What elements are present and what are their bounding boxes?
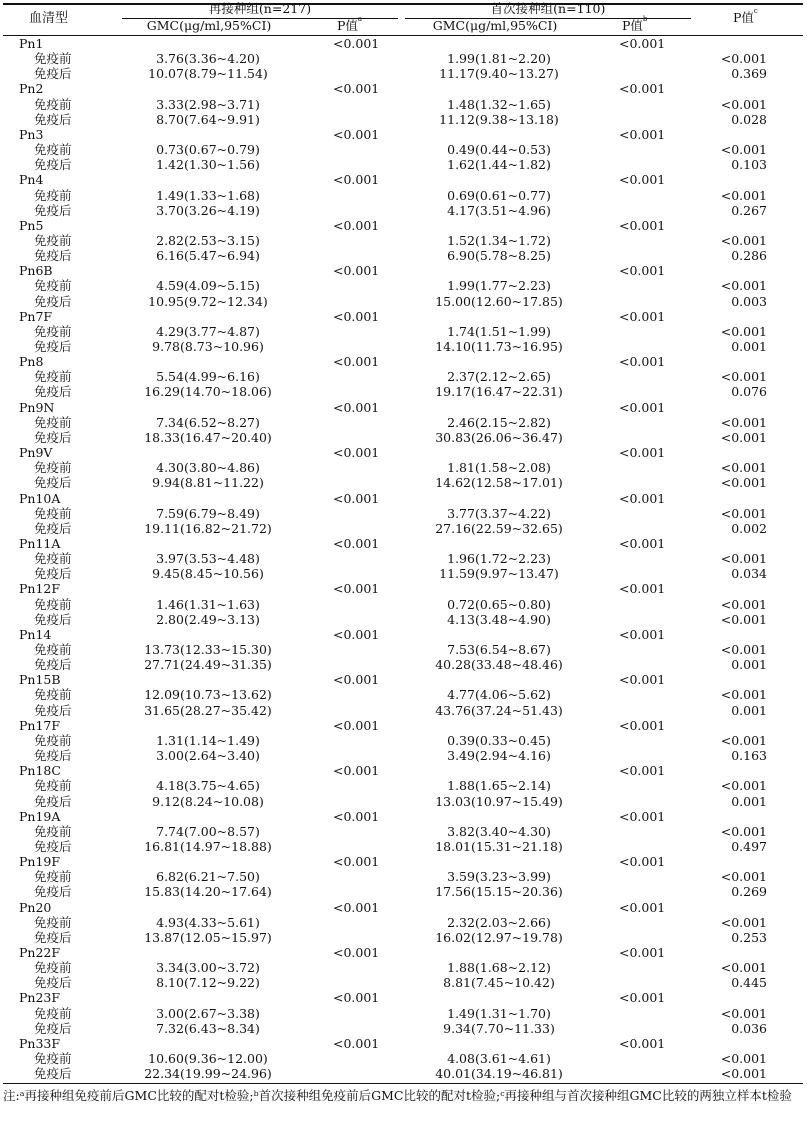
p-value-between-post: 0.036 [731, 1020, 767, 1036]
p-value-group2: <0.001 [619, 126, 666, 142]
p-value-group1: <0.001 [333, 808, 380, 824]
gmc-group1-post: 3.00(2.64~3.40) [156, 748, 260, 764]
gmc-group1-pre: 10.60(9.36~12.00) [148, 1051, 268, 1067]
gmc-group1-pre: 5.54(4.99~6.16) [156, 369, 260, 385]
gmc-group2-pre: 1.52(1.34~1.72) [447, 232, 551, 248]
p-value-between-pre: <0.001 [720, 460, 767, 476]
top-rule [3, 3, 803, 5]
gmc-group2-pre: 1.81(1.58~2.08) [447, 460, 551, 476]
serotype-label: Pn12F [19, 581, 61, 597]
p-value-group2: <0.001 [619, 672, 666, 688]
p-value-between-post: <0.001 [720, 475, 767, 491]
gmc-group2-pre: 2.37(2.12~2.65) [447, 369, 551, 385]
p-value-group2: <0.001 [619, 81, 666, 97]
gmc-group2-post: 13.03(10.97~15.49) [435, 793, 563, 809]
p-value-group2: <0.001 [619, 490, 666, 506]
p-value-group1: <0.001 [333, 535, 380, 551]
p-value-group1: <0.001 [333, 990, 380, 1006]
gmc-group1-post: 6.16(5.47~6.94) [156, 248, 260, 264]
p-value-between-pre: <0.001 [720, 687, 767, 703]
p-value-group1: <0.001 [333, 172, 380, 188]
bottom-rule [3, 1083, 803, 1084]
timepoint-label: 免疫前 [34, 823, 72, 839]
gmc-group2-pre: 1.99(1.81~2.20) [447, 51, 551, 67]
gmc-group1-post: 18.33(16.47~20.40) [144, 429, 272, 445]
gmc-group2-post: 11.12(9.38~13.18) [439, 111, 559, 127]
gmc-group1-pre: 1.31(1.14~1.49) [156, 732, 260, 748]
gmc-group2-post: 40.01(34.19~46.81) [435, 1066, 563, 1082]
p-value-between-post: 0.267 [731, 202, 767, 218]
p-value-group1: <0.001 [333, 899, 380, 915]
gmc-group2-pre: 1.88(1.68~2.12) [447, 960, 551, 976]
serotype-label: Pn4 [19, 172, 44, 188]
p-value-group1: <0.001 [333, 126, 380, 142]
p-value-group1: <0.001 [333, 717, 380, 733]
gmc-group2-pre: 3.82(3.40~4.30) [447, 823, 551, 839]
p-value-group1: <0.001 [333, 217, 380, 233]
timepoint-label: 免疫前 [34, 323, 72, 339]
p-value-group1: <0.001 [333, 490, 380, 506]
timepoint-label: 免疫后 [34, 66, 72, 82]
p-value-between-pre: <0.001 [720, 914, 767, 930]
gmc-group1-post: 7.32(6.43~8.34) [156, 1020, 260, 1036]
timepoint-label: 免疫后 [34, 793, 72, 809]
serotype-label: Pn14 [19, 626, 52, 642]
timepoint-label: 免疫前 [34, 51, 72, 67]
p-value-between-pre: <0.001 [720, 142, 767, 158]
header-gmc-group2: GMC(μg/ml,95%CI) [432, 18, 558, 33]
serotype-label: Pn8 [19, 354, 44, 370]
p-value-between-pre: <0.001 [720, 732, 767, 748]
gmc-group1-pre: 3.76(3.36~4.20) [156, 51, 260, 67]
p-value-group1: <0.001 [333, 36, 380, 51]
gmc-group1-pre: 13.73(12.33~15.30) [144, 642, 272, 657]
gmc-group2-post: 18.01(15.31~21.18) [435, 838, 563, 854]
p-value-group2: <0.001 [619, 581, 666, 597]
gmc-group1-post: 19.11(16.82~21.72) [144, 520, 272, 536]
timepoint-label: 免疫前 [34, 869, 72, 885]
header-p-group1: P值$^a$ [337, 14, 363, 33]
timepoint-label: 免疫前 [34, 414, 72, 430]
gmc-group2-post: 4.17(3.51~4.96) [447, 202, 551, 218]
p-value-between-post: 0.497 [731, 838, 767, 854]
gmc-group2-post: 40.28(33.48~48.46) [435, 657, 563, 673]
gmc-group1-pre: 2.82(2.53~3.15) [156, 232, 260, 248]
p-value-group1: <0.001 [333, 581, 380, 597]
timepoint-label: 免疫前 [34, 960, 72, 976]
gmc-group2-post: 30.83(26.06~36.47) [435, 429, 563, 445]
gmc-group2-pre: 3.77(3.37~4.22) [447, 505, 551, 521]
p-value-between-post: 0.253 [731, 929, 767, 945]
gmc-group2-post: 15.00(12.60~17.85) [435, 293, 563, 309]
gmc-group2-post: 14.10(11.73~16.95) [435, 339, 563, 354]
gmc-group1-post: 1.42(1.30~1.56) [156, 157, 260, 173]
gmc-group1-post: 9.78(8.73~10.96) [152, 339, 264, 354]
timepoint-label: 免疫后 [34, 611, 72, 627]
p-value-group1: <0.001 [333, 763, 380, 779]
timepoint-label: 免疫前 [34, 551, 72, 567]
p-value-group1: <0.001 [333, 854, 380, 870]
p-value-group1: <0.001 [333, 399, 380, 415]
timepoint-label: 免疫后 [34, 702, 72, 718]
p-value-group2: <0.001 [619, 990, 666, 1006]
serotype-label: Pn17F [19, 717, 61, 733]
timepoint-label: 免疫后 [34, 520, 72, 536]
timepoint-label: 免疫前 [34, 732, 72, 748]
gmc-group2-pre: 1.49(1.31~1.70) [447, 1005, 551, 1021]
timepoint-label: 免疫前 [34, 505, 72, 521]
gmc-group1-pre: 1.49(1.33~1.68) [156, 187, 260, 203]
p-value-between-pre: <0.001 [720, 1051, 767, 1067]
p-value-group2: <0.001 [619, 899, 666, 915]
gmc-group2-pre: 1.88(1.65~2.14) [447, 778, 551, 794]
timepoint-label: 免疫后 [34, 884, 72, 900]
gmc-group2-post: 1.62(1.44~1.82) [447, 157, 551, 173]
gmc-group2-post: 8.81(7.45~10.42) [443, 975, 555, 991]
serotype-label: Pn15B [19, 672, 61, 688]
timepoint-label: 免疫前 [34, 460, 72, 476]
p-value-group2: <0.001 [619, 763, 666, 779]
timepoint-label: 免疫后 [34, 657, 72, 673]
p-value-group1: <0.001 [333, 1035, 380, 1051]
gmc-group1-pre: 4.93(4.33~5.61) [156, 914, 260, 930]
timepoint-label: 免疫前 [34, 687, 72, 703]
p-value-between-pre: <0.001 [720, 51, 767, 67]
gmc-group2-pre: 0.72(0.65~0.80) [447, 596, 551, 612]
p-value-group1: <0.001 [333, 626, 380, 642]
gmc-group1-post: 8.10(7.12~9.22) [156, 975, 260, 991]
timepoint-label: 免疫后 [34, 111, 72, 127]
timepoint-label: 免疫前 [34, 778, 72, 794]
p-value-between-post: 0.001 [731, 657, 767, 673]
gmc-group1-post: 16.29(14.70~18.06) [144, 384, 272, 400]
gmc-group2-post: 16.02(12.97~19.78) [435, 929, 563, 945]
gmc-group1-pre: 3.33(2.98~3.71) [156, 96, 260, 112]
serotype-label: Pn23F [19, 990, 61, 1006]
serotype-label: Pn20 [19, 899, 52, 915]
p-value-group1: <0.001 [333, 263, 380, 279]
p-value-between-pre: <0.001 [720, 96, 767, 112]
serotype-label: Pn19F [19, 854, 61, 870]
gmc-group1-pre: 4.29(3.77~4.87) [156, 323, 260, 339]
timepoint-label: 免疫后 [34, 475, 72, 491]
gmc-group1-pre: 3.97(3.53~4.48) [156, 551, 260, 567]
p-value-group2: <0.001 [619, 399, 666, 415]
gmc-group2-pre: 2.46(2.15~2.82) [447, 414, 551, 430]
p-value-group2: <0.001 [619, 626, 666, 642]
timepoint-label: 免疫后 [34, 748, 72, 764]
table-footnote: 注:ᵃ再接种组免疫前后GMC比较的配对t检验;ᵇ首次接种组免疫前后GMC比较的配对t检验;ᶜ再接种组与首次接种组GMC比较的两独立样本t检验 [3, 1088, 792, 1103]
p-value-group2: <0.001 [619, 36, 666, 51]
p-value-between-post: 0.001 [731, 702, 767, 718]
p-value-between-pre: <0.001 [720, 596, 767, 612]
timepoint-label: 免疫前 [34, 642, 72, 657]
p-value-between-pre: <0.001 [720, 187, 767, 203]
p-value-group2: <0.001 [619, 535, 666, 551]
gmc-group1-pre: 7.59(6.79~8.49) [156, 505, 260, 521]
gmc-group1-pre: 4.59(4.09~5.15) [156, 278, 260, 294]
header-rule [3, 35, 803, 36]
gmc-group2-post: 11.59(9.97~13.47) [439, 566, 559, 582]
gmc-group2-pre: 1.74(1.51~1.99) [447, 323, 551, 339]
gmc-group2-pre: 0.49(0.44~0.53) [447, 142, 551, 158]
gmc-group2-pre: 4.77(4.06~5.62) [447, 687, 551, 703]
serotype-label: Pn2 [19, 81, 44, 97]
gmc-group2-pre: 2.32(2.03~2.66) [447, 914, 551, 930]
p-value-between-pre: <0.001 [720, 323, 767, 339]
p-value-between-post: 0.445 [731, 975, 767, 991]
p-value-between-post: 0.034 [731, 566, 767, 582]
serotype-label: Pn9N [19, 399, 55, 415]
p-value-group1: <0.001 [333, 445, 380, 461]
timepoint-label: 免疫前 [34, 1051, 72, 1067]
gmc-group2-pre: 7.53(6.54~8.67) [447, 642, 551, 657]
p-value-between-pre: <0.001 [720, 1005, 767, 1021]
gmc-group2-post: 9.34(7.70~11.33) [443, 1020, 555, 1036]
serotype-label: Pn10A [19, 490, 61, 506]
gmc-group1-post: 13.87(12.05~15.97) [144, 929, 272, 945]
gmc-group1-pre: 3.00(2.67~3.38) [156, 1005, 260, 1021]
serotype-label: Pn9V [19, 445, 53, 461]
timepoint-label: 免疫后 [34, 429, 72, 445]
timepoint-label: 免疫前 [34, 96, 72, 112]
p-value-between-pre: <0.001 [720, 960, 767, 976]
serotype-label: Pn33F [19, 1035, 61, 1051]
timepoint-label: 免疫后 [34, 339, 72, 354]
p-value-group1: <0.001 [333, 354, 380, 370]
gmc-group1-post: 27.71(24.49~31.35) [144, 657, 272, 673]
serotype-label: Pn18C [19, 763, 61, 779]
p-value-group2: <0.001 [619, 808, 666, 824]
gmc-group2-pre: 4.08(3.61~4.61) [447, 1051, 551, 1067]
gmc-group1-pre: 7.34(6.52~8.27) [156, 414, 260, 430]
timepoint-label: 免疫前 [34, 278, 72, 294]
gmc-group2-post: 6.90(5.78~8.25) [447, 248, 551, 264]
p-value-group2: <0.001 [619, 717, 666, 733]
gmc-group2-pre: 0.39(0.33~0.45) [447, 732, 551, 748]
timepoint-label: 免疫前 [34, 596, 72, 612]
serotype-label: Pn6B [19, 263, 53, 279]
p-value-group1: <0.001 [333, 945, 380, 960]
gmc-group1-post: 9.45(8.45~10.56) [152, 566, 264, 582]
p-value-group1: <0.001 [333, 81, 380, 97]
serotype-label: Pn3 [19, 126, 44, 142]
p-value-between-post: 0.163 [731, 748, 767, 764]
timepoint-label: 免疫后 [34, 202, 72, 218]
p-value-between-post: 0.369 [731, 66, 767, 82]
p-value-between-post: 0.103 [731, 157, 767, 173]
p-value-between-pre: <0.001 [720, 642, 767, 657]
timepoint-label: 免疫后 [34, 293, 72, 309]
p-value-between-post: 0.028 [731, 111, 767, 127]
gmc-group2-post: 17.56(15.15~20.36) [435, 884, 563, 900]
header-p-between: P值$^c$ [733, 6, 758, 25]
gmc-group1-post: 15.83(14.20~17.64) [144, 884, 272, 900]
timepoint-label: 免疫前 [34, 187, 72, 203]
p-value-between-pre: <0.001 [720, 278, 767, 294]
gmc-group1-post: 22.34(19.99~24.96) [144, 1066, 272, 1082]
p-value-between-post: 0.269 [731, 884, 767, 900]
gmc-group1-post: 2.80(2.49~3.13) [156, 611, 260, 627]
gmc-group2-post: 14.62(12.58~17.01) [435, 475, 563, 491]
p-value-between-post: <0.001 [720, 1066, 767, 1082]
gmc-group1-pre: 4.30(3.80~4.86) [156, 460, 260, 476]
gmc-group1-post: 3.70(3.26~4.19) [156, 202, 260, 218]
gmc-group1-post: 10.07(8.79~11.54) [148, 66, 268, 82]
gmc-group1-pre: 1.46(1.31~1.63) [156, 596, 260, 612]
p-value-between-pre: <0.001 [720, 551, 767, 567]
gmc-group1-post: 31.65(28.27~35.42) [144, 702, 272, 718]
header-group2: 首次接种组(n=110) [490, 1, 606, 16]
timepoint-label: 免疫后 [34, 1066, 72, 1082]
serotype-label: Pn11A [19, 535, 61, 551]
p-value-between-post: <0.001 [720, 611, 767, 627]
p-value-group2: <0.001 [619, 217, 666, 233]
p-value-between-pre: <0.001 [720, 414, 767, 430]
timepoint-label: 免疫前 [34, 232, 72, 248]
timepoint-label: 免疫后 [34, 157, 72, 173]
p-value-group2: <0.001 [619, 945, 666, 960]
gmc-group2-pre: 1.96(1.72~2.23) [447, 551, 551, 567]
gmc-group2-pre: 1.99(1.77~2.23) [447, 278, 551, 294]
p-value-between-post: 0.003 [731, 293, 767, 309]
gmc-group1-post: 9.94(8.81~11.22) [152, 475, 264, 491]
p-value-between-pre: <0.001 [720, 869, 767, 885]
gmc-group1-pre: 3.34(3.00~3.72) [156, 960, 260, 976]
gmc-group2-post: 3.49(2.94~4.16) [447, 748, 551, 764]
p-value-group1: <0.001 [333, 308, 380, 324]
p-value-between-post: 0.286 [731, 248, 767, 264]
p-value-between-pre: <0.001 [720, 823, 767, 839]
header-group1: 再接种组(n=217) [208, 1, 312, 16]
serotype-label: Pn5 [19, 217, 44, 233]
header-p-group2: P值$^b$ [622, 14, 648, 33]
gmc-group2-pre: 0.69(0.61~0.77) [447, 187, 551, 203]
gmc-group2-post: 19.17(16.47~22.31) [435, 384, 563, 400]
gmc-group1-pre: 4.18(3.75~4.65) [156, 778, 260, 794]
p-value-group2: <0.001 [619, 854, 666, 870]
p-value-group2: <0.001 [619, 354, 666, 370]
gmc-group1-post: 16.81(14.97~18.88) [144, 838, 272, 854]
serotype-label: Pn22F [19, 945, 61, 960]
p-value-group1: <0.001 [333, 672, 380, 688]
timepoint-label: 免疫前 [34, 1005, 72, 1021]
timepoint-label: 免疫后 [34, 1020, 72, 1036]
p-value-group2: <0.001 [619, 172, 666, 188]
timepoint-label: 免疫前 [34, 914, 72, 930]
p-value-group2: <0.001 [619, 263, 666, 279]
p-value-between-post: 0.002 [731, 520, 767, 536]
serotype-label: Pn7F [19, 308, 53, 324]
p-value-between-post: 0.076 [731, 384, 767, 400]
p-value-between-post: 0.001 [731, 793, 767, 809]
p-value-between-pre: <0.001 [720, 369, 767, 385]
p-value-group2: <0.001 [619, 1035, 666, 1051]
gmc-group1-pre: 7.74(7.00~8.57) [156, 823, 260, 839]
gmc-group1-pre: 12.09(10.73~13.62) [144, 687, 272, 703]
gmc-group2-post: 11.17(9.40~13.27) [439, 66, 559, 82]
gmc-group1-pre: 6.82(6.21~7.50) [156, 869, 260, 885]
gmc-group2-post: 43.76(37.24~51.43) [435, 702, 563, 718]
gmc-group2-pre: 3.59(3.23~3.99) [447, 869, 551, 885]
timepoint-label: 免疫前 [34, 369, 72, 385]
gmc-group2-pre: 1.48(1.32~1.65) [447, 96, 551, 112]
timepoint-label: 免疫后 [34, 384, 72, 400]
gmc-group1-post: 8.70(7.64~9.91) [156, 111, 260, 127]
p-value-between-pre: <0.001 [720, 505, 767, 521]
timepoint-label: 免疫后 [34, 566, 72, 582]
p-value-between-post: 0.001 [731, 339, 767, 354]
timepoint-label: 免疫后 [34, 975, 72, 991]
timepoint-label: 免疫后 [34, 929, 72, 945]
p-value-between-pre: <0.001 [720, 778, 767, 794]
timepoint-label: 免疫前 [34, 142, 72, 158]
gmc-group1-post: 10.95(9.72~12.34) [148, 293, 268, 309]
gmc-group1-post: 9.12(8.24~10.08) [152, 793, 264, 809]
timepoint-label: 免疫后 [34, 248, 72, 264]
timepoint-label: 免疫后 [34, 838, 72, 854]
p-value-between-post: <0.001 [720, 429, 767, 445]
header-gmc-group1: GMC(μg/ml,95%CI) [146, 18, 272, 33]
gmc-group1-pre: 0.73(0.67~0.79) [156, 142, 260, 158]
p-value-group2: <0.001 [619, 445, 666, 461]
p-value-group2: <0.001 [619, 308, 666, 324]
gmc-group2-post: 4.13(3.48~4.90) [447, 611, 551, 627]
serotype-label: Pn19A [19, 808, 61, 824]
serotype-label: Pn1 [19, 36, 44, 51]
header-serotype: 血清型 [29, 11, 69, 26]
gmc-group2-post: 27.16(22.59~32.65) [435, 520, 563, 536]
p-value-between-pre: <0.001 [720, 232, 767, 248]
